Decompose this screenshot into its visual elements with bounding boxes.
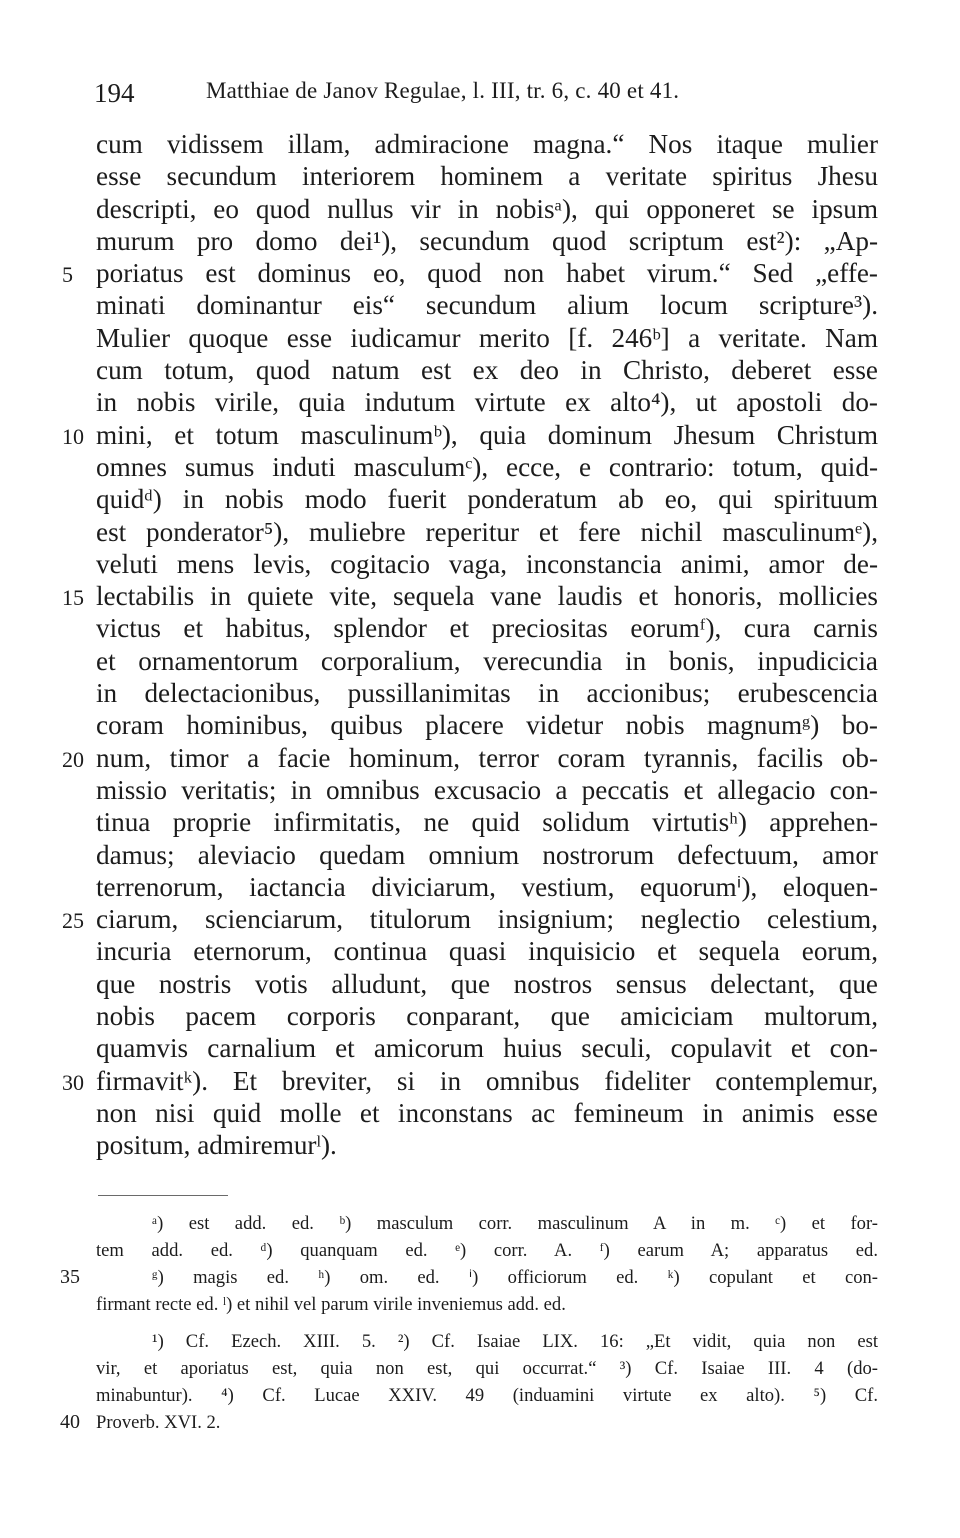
main-text <box>62 128 878 1162</box>
text-line <box>62 257 878 289</box>
text-line <box>96 548 878 580</box>
line-number: 10 <box>62 423 84 449</box>
line-text: victus et habitus, splendor et preciositas eorumᶠ), cura carnis <box>96 613 878 644</box>
line-text: missio veritatis; in omnibus excusacio a peccatis et allegacio con- <box>96 774 878 805</box>
line-number: 5 <box>62 262 73 288</box>
text-line <box>96 1032 878 1064</box>
line-text: firmavitᵏ). Et breviter, si in omnibus fideliter contemplemur, <box>96 1065 878 1096</box>
line-text: Mulier quoque esse iudicamur merito [f. 246ᵇ] a veritate. Nam <box>96 322 878 353</box>
text-line <box>96 516 878 548</box>
line-text: minabuntur). ⁴) Cf. Lucae XXIV. 49 (induamini virtute ex alto). ⁵) Cf. <box>96 1385 878 1406</box>
line-text: incuria eternorum, continua quasi inquisicio et sequela eorum, <box>96 936 878 967</box>
line-text: minati dominantur eis“ secundum alium locum scripture³). <box>96 290 878 321</box>
text-line <box>96 612 878 644</box>
line-text: murum pro domo dei¹), secundum quod scriptum est²): „Ap- <box>96 225 878 256</box>
line-text: ¹) Cf. Ezech. XIII. 5. ²) Cf. Isaiae LIX. 16: „Et vidit, quia non est <box>152 1331 878 1352</box>
text-line <box>96 160 878 192</box>
line-text: veluti mens levis, cogitacio vaga, inconstancia animi, amor de- <box>96 548 878 579</box>
line-text: mini, et totum masculinumᵇ), quia dominum Jhesum Christum <box>96 419 878 450</box>
line-text: ciarum, scienciarum, titulorum insignium; neglectio celestium, <box>96 904 878 935</box>
text-line <box>96 806 878 838</box>
note-line <box>60 1264 878 1291</box>
text-line <box>96 1000 878 1032</box>
line-text: tinua proprie infirmitatis, ne quid solidum virtutisʰ) apprehen- <box>96 807 878 838</box>
line-number: 40 <box>60 1411 80 1433</box>
text-line <box>96 225 878 257</box>
note-line <box>96 1291 878 1318</box>
text-line <box>62 742 878 774</box>
text-line <box>62 580 878 612</box>
text-line <box>96 354 878 386</box>
line-text: ᵃ) est add. ed. ᵇ) masculum corr. masculinum A in m. ᶜ) et for- <box>152 1213 878 1234</box>
line-number: 35 <box>60 1266 80 1288</box>
text-line <box>62 419 878 451</box>
running-title: Matthiae de Janov Regulae, l. III, tr. 6, c. 40 et 41. <box>206 78 680 103</box>
line-text: que nostris votis alludunt, que nostros sensus delectant, que <box>96 968 878 999</box>
text-line <box>96 386 878 418</box>
source-notes <box>60 1328 878 1436</box>
text-line <box>96 709 878 741</box>
text-line <box>96 935 878 967</box>
note-line <box>60 1409 878 1436</box>
note-line <box>96 1382 878 1409</box>
line-text: cum totum, quod natum est ex deo in Christo, deberet esse <box>96 355 878 386</box>
text-line <box>96 128 878 160</box>
text-line <box>96 774 878 806</box>
line-text: num, timor a facie hominum, terror coram tyrannis, facilis ob- <box>96 742 878 773</box>
text-line <box>96 968 878 1000</box>
note-line <box>96 1355 878 1382</box>
line-text: coram hominibus, quibus placere videtur nobis magnumᵍ) bo- <box>96 710 878 741</box>
note-line <box>96 1237 878 1264</box>
footnote-rule <box>98 1195 228 1196</box>
line-text: non nisi quid molle et inconstans ac femineum in animis esse <box>96 1097 878 1128</box>
line-text: lectabilis in quiete vite, sequela vane laudis et honoris, mollicies <box>96 581 878 612</box>
text-line <box>62 903 878 935</box>
text-line <box>96 322 878 354</box>
line-text: quidᵈ) in nobis modo fuerit ponderatum ab eo, qui spirituum <box>96 484 878 515</box>
line-number: 20 <box>62 746 84 772</box>
line-number: 30 <box>62 1069 84 1095</box>
line-text: et ornamentorum corporalium, verecundia in bonis, inpudicicia <box>96 645 878 676</box>
line-text: tem add. ed. ᵈ) quanquam ed. ᵉ) corr. A. ᶠ) earum A; apparatus ed. <box>96 1240 878 1261</box>
text-line <box>96 193 878 225</box>
line-text: est ponderator⁵), muliebre reperitur et fere nichil masculinumᵉ), <box>96 516 878 547</box>
text-line <box>96 839 878 871</box>
page-number: 194 <box>94 78 135 108</box>
line-text: vir, et aporiatus est, quia non est, qui occurrat.“ ³) Cf. Isaiae III. 4 (do- <box>96 1358 878 1379</box>
line-number: 15 <box>62 585 84 611</box>
text-line <box>96 483 878 515</box>
line-text: ᵍ) magis ed. ʰ) om. ed. ⁱ) officiorum ed. ᵏ) copulant et con- <box>152 1267 878 1288</box>
line-text: descripti, eo quod nullus vir in nobisᵃ), qui opponeret se ipsum <box>96 193 878 224</box>
text-line <box>96 289 878 321</box>
note-line <box>96 1328 878 1355</box>
note-line <box>96 1210 878 1237</box>
line-text: nobis pacem corporis conparant, que amiciciam multorum, <box>96 1001 878 1032</box>
line-text: esse secundum interiorem hominem a veritate spiritus Jhesu <box>96 161 878 192</box>
line-text: in delectacionibus, pussillanimitas in accionibus; erubescencia <box>96 678 878 709</box>
critical-apparatus <box>60 1210 878 1318</box>
line-text: cum vidissem illam, admiracione magna.“ Nos itaque mulier <box>96 129 878 159</box>
line-text: omnes sumus induti masculumᶜ), ecce, e contrario: totum, quid- <box>96 451 878 482</box>
line-text: poriatus est dominus eo, quod non habet virum.“ Sed „effe- <box>96 258 878 289</box>
text-line <box>96 645 878 677</box>
text-line <box>96 677 878 709</box>
text-line <box>96 871 878 903</box>
line-text: positum, admiremurˡ). <box>96 1130 337 1161</box>
text-line <box>96 451 878 483</box>
line-number: 25 <box>62 908 84 934</box>
line-text: quamvis carnalium et amicorum huius seculi, copulavit et con- <box>96 1033 878 1064</box>
line-text: terrenorum, iactancia diviciarum, vestium, equorumⁱ), eloquen- <box>96 871 878 902</box>
line-text: Proverb. XVI. 2. <box>96 1412 221 1433</box>
line-text: in nobis virile, quia indutum virtute ex alto⁴), ut apostoli do- <box>96 387 878 418</box>
line-text: firmant recte ed. ˡ) et nihil vel parum virile inveniemus add. ed. <box>96 1294 566 1315</box>
text-line <box>96 1129 878 1161</box>
text-line <box>62 1065 878 1097</box>
text-line <box>96 1097 878 1129</box>
line-text: damus; aleviacio quedam omnium nostrorum defectuum, amor <box>96 839 878 870</box>
